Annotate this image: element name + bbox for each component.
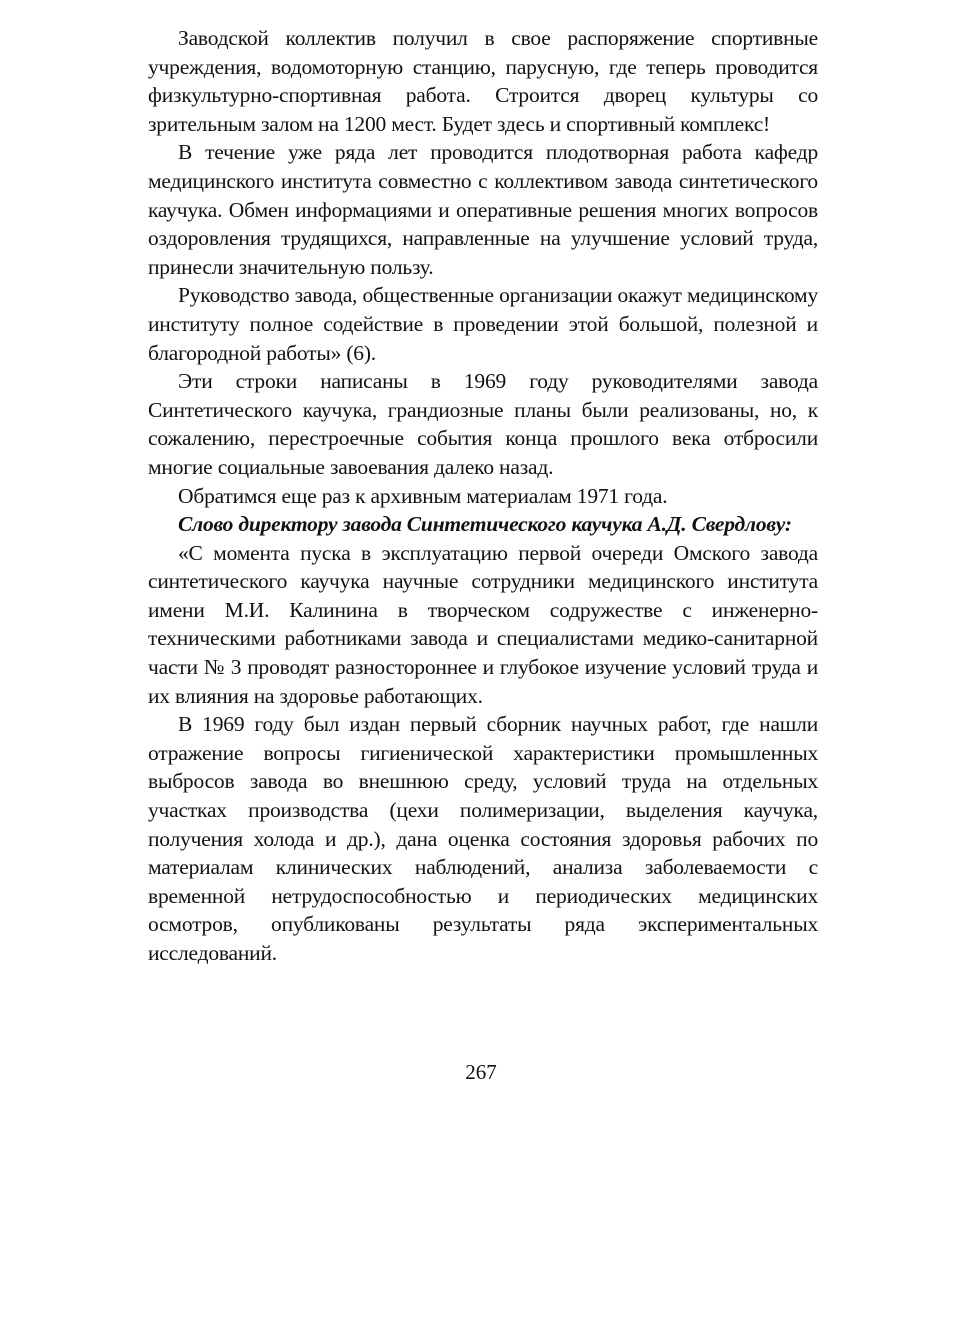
- paragraph-sports-facilities: Заводской коллектив получил в свое распоряжение спортивные учреждения, водомоторную станцию, парусную, где теперь проводится физкультурно-спортивная работа. Строится дворец культуры со зрительным залом на 1200 мест. Будет здесь и спортивный комплекс!: [148, 26, 818, 136]
- page-body: [148, 24, 818, 968]
- paragraph-medical-institute: В течение уже ряда лет проводится плодотворная работа кафедр медицинского института совместно с коллективом завода синтетического каучука. Обмен информациями и оперативные решения многих вопросов оздоровления трудящихся, направленные на улучшение условий труда, принесли значительную пользу.: [148, 140, 818, 279]
- paragraph-plant-management: Руководство завода, общественные организации окажут медицинскому институту полное содействие в проведении этой большой, полезной и благородной работы» (6).: [148, 283, 818, 365]
- paragraph-archive-1971: Обратимся еще раз к архивным материалам 1971 года.: [178, 483, 668, 508]
- paragraph-quote-start: «С момента пуска в эксплуатацию первой очереди Омского завода синтетического каучука научные сотрудники медицинского института имени М.И. Калинина в творческом содружестве с инженерно-техническими работниками завода и специалистами медико-санитарной части № 3 проводят разностороннее и глубокое изучение условий труда и их влияния на здоровье работающих.: [148, 540, 818, 708]
- paragraph-research-collection: В 1969 году был издан первый сборник научных работ, где нашли отражение вопросы гигиенической характеристики промышленных выбросов завода во внешнюю среду, условий труда на отдельных участках производства (цехи полимеризации, выделения каучука, получения холода и др.), дана оценка состояния здоровья рабочих по материалам клинических наблюдений, анализа заболеваемости с временной нетрудоспособностью и периодических медицинских осмотров, опубликованы результаты ряда экспериментальных исследований.: [148, 712, 818, 965]
- paragraph-1969-plans: Эти строки написаны в 1969 году руководителями завода Синтетического каучука, грандиозные планы были реализованы, но, к сожалению, перестроечные события конца прошлого века отбросили многие социальные завоевания далеко назад.: [148, 369, 818, 479]
- page-number: 267: [465, 1060, 497, 1084]
- section-heading-director: Слово директору завода Синтетического каучука А.Д. Свердлову:: [178, 512, 792, 537]
